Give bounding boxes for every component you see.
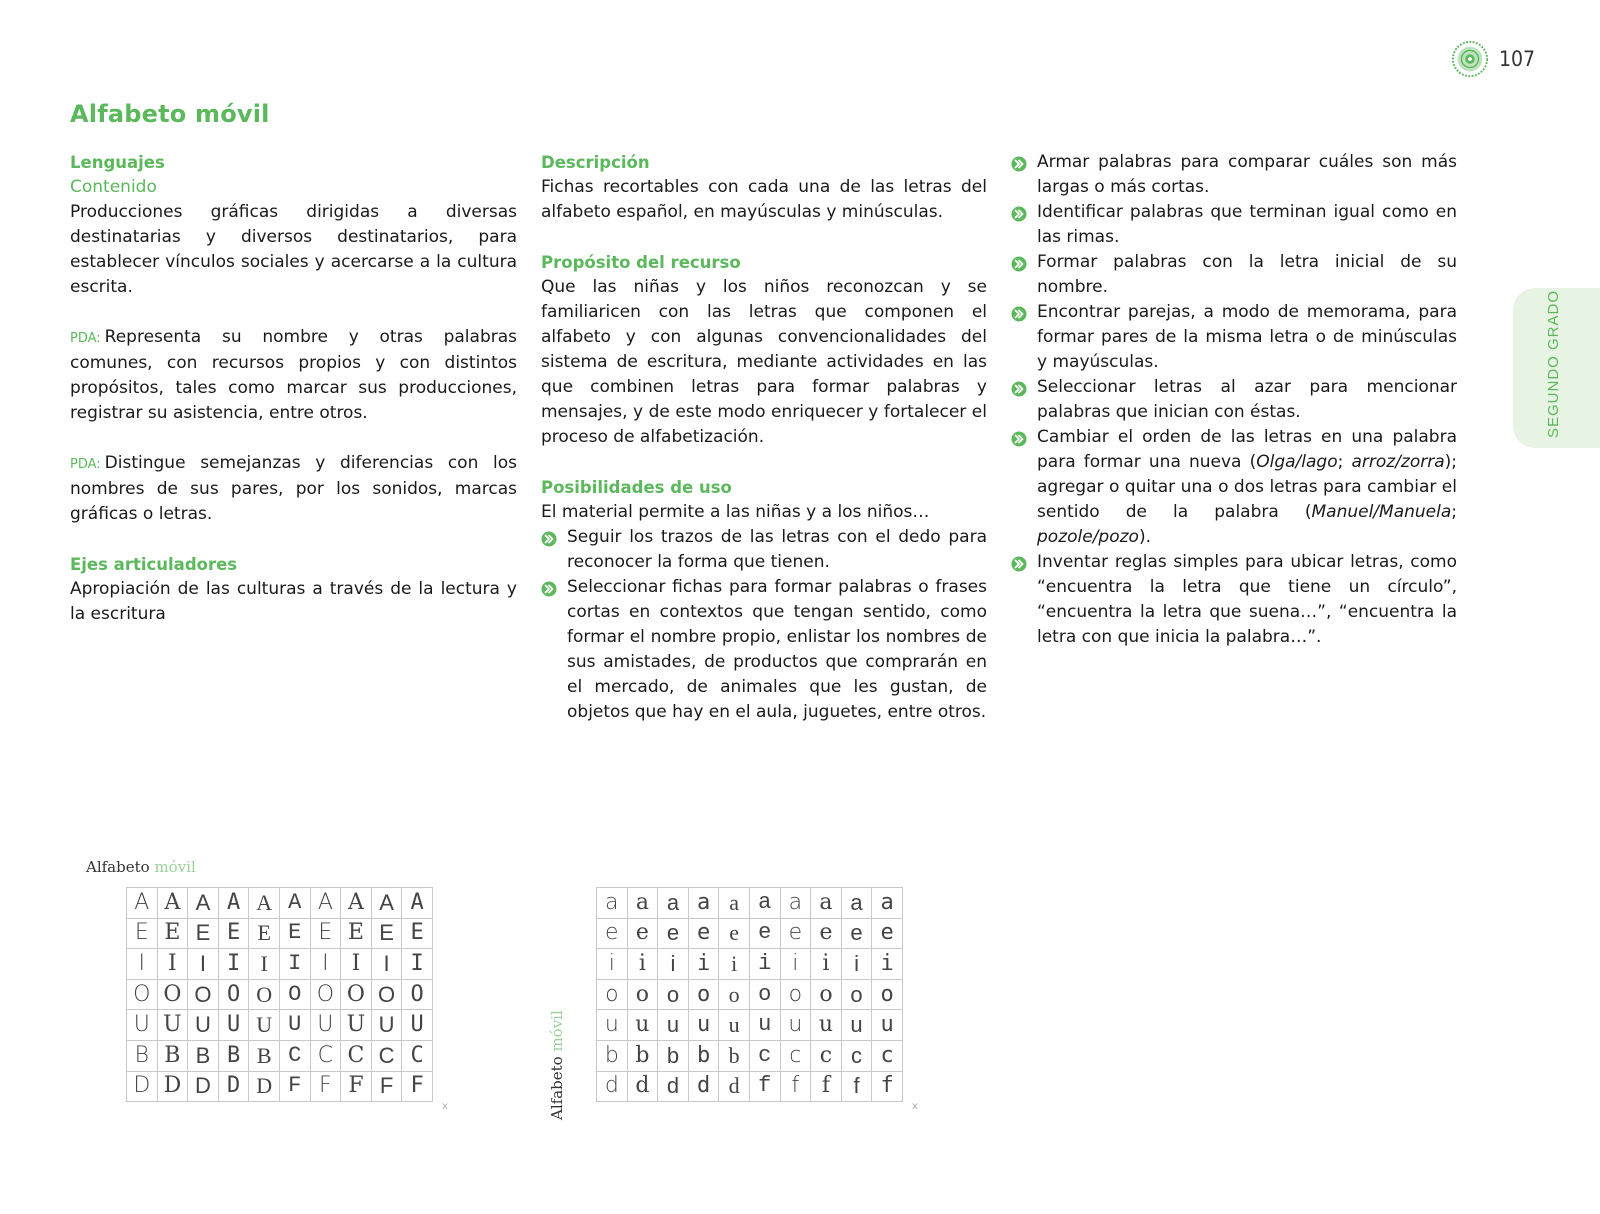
list-item [1011, 550, 1457, 650]
letter-card: E [249, 918, 280, 949]
letter-card: a [719, 888, 750, 919]
letter-card: u [872, 1010, 903, 1041]
letter-card: B [188, 1040, 219, 1071]
letter-card: d [658, 1071, 689, 1102]
letter-card: U [371, 1010, 402, 1041]
card-label-lower: Alfabeto móvil [548, 1010, 566, 1120]
letter-card: u [749, 1010, 780, 1041]
letter-card: C [279, 1040, 310, 1071]
letter-row [127, 888, 433, 919]
posibilidades-intro: El material permite a las niñas y a los niños… [541, 502, 930, 522]
letter-card: A [310, 888, 341, 919]
letter-card: e [780, 918, 811, 949]
letter-card: E [279, 918, 310, 949]
letter-card: a [780, 888, 811, 919]
pda-1 [70, 325, 517, 426]
letter-card: U [127, 1010, 158, 1041]
letter-card: u [597, 1010, 628, 1041]
letter-card: d [597, 1071, 628, 1102]
letter-card: i [872, 949, 903, 980]
proposito-text: Que las niñas y los niños reconozcan y se familiaricen con las letras que componen el alfabeto y con algunas convencionalidades del sistema de escritura, mediante actividades en las que combinen letras para formar palabras y mensajes, y de este modo enriquecer y fortalecer el proceso de alfabetización. [541, 277, 987, 447]
letter-card: c [872, 1040, 903, 1071]
list-item-text: Identificar palabras que terminan igual como en las rimas. [1037, 202, 1457, 247]
bullet-arrow-icon [1011, 256, 1027, 272]
list-item [1011, 425, 1457, 550]
letter-card: e [627, 918, 658, 949]
letter-card: u [811, 1010, 842, 1041]
letter-card: c [811, 1040, 842, 1071]
bullet-arrow-icon [1011, 206, 1027, 222]
descripcion-text: Fichas recortables con cada una de las letras del alfabeto español, en mayúsculas y minúsculas. [541, 177, 987, 222]
letter-card: I [157, 949, 188, 980]
letter-card: E [218, 918, 249, 949]
letter-card: c [749, 1040, 780, 1071]
list-item [1011, 250, 1457, 300]
sun-logo-icon [1451, 40, 1489, 78]
letter-row [597, 1010, 903, 1041]
letter-card: F [402, 1071, 433, 1102]
letter-card: u [719, 1010, 750, 1041]
letter-card: O [157, 979, 188, 1010]
ejes-heading: Ejes articuladores [70, 555, 238, 574]
letter-card: D [218, 1071, 249, 1102]
letter-card: o [719, 979, 750, 1010]
letter-card: B [249, 1040, 280, 1071]
letter-card: c [780, 1040, 811, 1071]
letter-card: b [688, 1040, 719, 1071]
letter-card: O [402, 979, 433, 1010]
letter-row [597, 918, 903, 949]
letter-card: C [310, 1040, 341, 1071]
letter-card: E [188, 918, 219, 949]
letter-row [127, 1010, 433, 1041]
letter-card: D [127, 1071, 158, 1102]
letter-card: I [218, 949, 249, 980]
cut-mark: x [442, 1101, 448, 1112]
letter-card: O [310, 979, 341, 1010]
letter-card: A [371, 888, 402, 919]
pda-2-text: Distingue semejanzas y diferencias con los nombres de sus pares, por los sonidos, marcas gráficas o letras. [70, 453, 517, 524]
letter-card: I [249, 949, 280, 980]
posibilidades-heading: Posibilidades de uso [541, 478, 732, 497]
letter-card: o [627, 979, 658, 1010]
descripcion-heading: Descripción [541, 153, 650, 172]
letter-card: U [188, 1010, 219, 1041]
letter-card: i [780, 949, 811, 980]
list-item [1011, 300, 1457, 375]
list-item [1011, 200, 1457, 250]
letter-card: a [749, 888, 780, 919]
list-item [1011, 375, 1457, 425]
letter-card: U [249, 1010, 280, 1041]
letter-card: i [841, 949, 872, 980]
column-2 [541, 150, 987, 725]
letter-card: U [341, 1010, 372, 1041]
letter-card: f [811, 1071, 842, 1102]
letter-card: A [218, 888, 249, 919]
letter-card: A [402, 888, 433, 919]
letter-card: a [688, 888, 719, 919]
letter-card: O [188, 979, 219, 1010]
letter-card: O [218, 979, 249, 1010]
letter-card: e [597, 918, 628, 949]
column-1 [70, 150, 517, 627]
letter-card: F [341, 1071, 372, 1102]
letter-card: i [597, 949, 628, 980]
list-item-text: Cambiar el orden de las letras en una palabra para formar una nueva (Olga/lago; arroz/zorra); agregar o quitar una o dos letras para cambiar el sentido de la palabra (Manuel/Manuela; pozole/pozo). [1037, 427, 1458, 547]
pda-2-label: PDA: [70, 457, 101, 472]
letter-card: E [371, 918, 402, 949]
letter-card: I [341, 949, 372, 980]
letter-card: a [811, 888, 842, 919]
list-item-text: Seleccionar fichas para formar palabras o frases cortas en contextos que tengan sentido, como formar el nombre propio, enlistar los nombres de sus amistades, de productos que comprarán en el mercado, de animales que les gustan, de objetos que hay en el aula, juguetes, entre otros. [567, 577, 987, 722]
letter-card: o [597, 979, 628, 1010]
letter-row [127, 949, 433, 980]
letter-card: i [749, 949, 780, 980]
bullet-arrow-icon [1011, 381, 1027, 397]
letter-card: E [157, 918, 188, 949]
usos-list [1011, 150, 1457, 650]
letter-card: e [688, 918, 719, 949]
bullet-arrow-icon [1011, 156, 1027, 172]
letter-card: A [157, 888, 188, 919]
letter-card: D [249, 1071, 280, 1102]
letter-card: U [402, 1010, 433, 1041]
letter-card: E [127, 918, 158, 949]
letter-card: b [597, 1040, 628, 1071]
letter-card: i [688, 949, 719, 980]
letter-card: e [749, 918, 780, 949]
letter-card: A [249, 888, 280, 919]
letter-card: C [371, 1040, 402, 1071]
letter-row [597, 949, 903, 980]
letter-card: c [841, 1040, 872, 1071]
letter-card: u [627, 1010, 658, 1041]
list-item [541, 575, 987, 725]
area-heading: Lenguajes [70, 153, 165, 172]
letter-card: b [627, 1040, 658, 1071]
letter-card: f [872, 1071, 903, 1102]
letter-card: O [127, 979, 158, 1010]
letter-card: C [341, 1040, 372, 1071]
letter-card: I [127, 949, 158, 980]
letter-card: u [688, 1010, 719, 1041]
letter-card: u [658, 1010, 689, 1041]
letter-card: I [371, 949, 402, 980]
letter-card: a [658, 888, 689, 919]
letter-card: f [749, 1071, 780, 1102]
contenido-heading: Contenido [70, 177, 157, 197]
letter-card: a [872, 888, 903, 919]
letter-card: i [627, 949, 658, 980]
letter-card: I [402, 949, 433, 980]
proposito-heading: Propósito del recurso [541, 253, 741, 272]
letter-card: e [872, 918, 903, 949]
letter-card: d [719, 1071, 750, 1102]
letter-card: e [658, 918, 689, 949]
bullet-arrow-icon [541, 581, 557, 597]
pda-1-text: Representa su nombre y otras palabras comunes, con recursos propios y con distintos propósitos, tales como marcar sus producciones, registrar su asistencia, entre otros. [70, 327, 517, 423]
letter-card: C [402, 1040, 433, 1071]
list-item [541, 525, 987, 575]
letter-card: d [627, 1071, 658, 1102]
bullet-arrow-icon [1011, 431, 1027, 447]
list-item-text: Seleccionar letras al azar para mencionar palabras que inician con éstas. [1037, 377, 1457, 422]
bullet-arrow-icon [541, 531, 557, 547]
page-number-area [1451, 40, 1535, 78]
list-item-text: Inventar reglas simples para ubicar letras, como “encuentra la letra que tiene un círculo”, “encuentra la letra que suena…”, “encuentra la letra con que inicia la palabra…”. [1037, 552, 1457, 647]
pda-2 [70, 451, 517, 527]
letter-card: O [341, 979, 372, 1010]
letter-card: e [841, 918, 872, 949]
letter-card: d [688, 1071, 719, 1102]
contenido-text: Producciones gráficas dirigidas a diversas destinatarias y diversos destinatarios, para establecer vínculos sociales y acercarse a la cultura escrita. [70, 202, 517, 297]
letter-card: u [841, 1010, 872, 1041]
letter-card: f [841, 1071, 872, 1102]
posibilidades-list [541, 525, 987, 725]
letter-row [127, 1071, 433, 1102]
letter-card: o [688, 979, 719, 1010]
letter-card: B [127, 1040, 158, 1071]
letter-card: F [310, 1071, 341, 1102]
list-item-text: Armar palabras para comparar cuáles son más largas o más cortas. [1037, 152, 1457, 197]
letter-card: E [310, 918, 341, 949]
letter-card: B [157, 1040, 188, 1071]
ejes-text: Apropiación de las culturas a través de la lectura y la escritura [70, 579, 517, 624]
letter-card: I [188, 949, 219, 980]
letter-card: a [627, 888, 658, 919]
letter-card: b [658, 1040, 689, 1071]
grade-side-tab [1513, 288, 1600, 448]
letter-card: o [780, 979, 811, 1010]
letter-card: E [402, 918, 433, 949]
grade-label: SEGUNDO GRADO [1545, 289, 1562, 438]
letter-card: D [188, 1071, 219, 1102]
letter-card: o [872, 979, 903, 1010]
lowercase-letter-grid [596, 887, 903, 1102]
letter-card: b [719, 1040, 750, 1071]
bullet-arrow-icon [1011, 306, 1027, 322]
letter-card: a [597, 888, 628, 919]
letter-card: o [841, 979, 872, 1010]
letter-card: f [780, 1071, 811, 1102]
letter-card: i [719, 949, 750, 980]
list-item-text: Seguir los trazos de las letras con el dedo para reconocer la forma que tienen. [567, 527, 987, 572]
letter-card: U [157, 1010, 188, 1041]
letter-card: I [279, 949, 310, 980]
letter-card: B [218, 1040, 249, 1071]
letter-card: e [811, 918, 842, 949]
letter-card: U [310, 1010, 341, 1041]
letter-card: A [127, 888, 158, 919]
pda-1-label: PDA: [70, 331, 101, 346]
letter-card: A [279, 888, 310, 919]
cut-mark: x [912, 1101, 918, 1112]
letter-card: F [279, 1071, 310, 1102]
letter-row [127, 1040, 433, 1071]
letter-row [597, 979, 903, 1010]
page-title: Alfabeto móvil [70, 100, 270, 128]
letter-card: A [341, 888, 372, 919]
letter-card: O [249, 979, 280, 1010]
letter-row [597, 1071, 903, 1102]
bullet-arrow-icon [1011, 556, 1027, 572]
letter-row [127, 918, 433, 949]
letter-row [597, 1040, 903, 1071]
letter-card: i [658, 949, 689, 980]
letter-card: o [658, 979, 689, 1010]
letter-card: i [811, 949, 842, 980]
letter-card: o [811, 979, 842, 1010]
uppercase-letter-grid [126, 887, 433, 1102]
page-number: 107 [1499, 47, 1536, 71]
letter-card: E [341, 918, 372, 949]
list-item [1011, 150, 1457, 200]
card-label-upper: Alfabeto móvil [86, 858, 196, 876]
column-3 [1011, 150, 1457, 650]
letter-card: I [310, 949, 341, 980]
letter-card: A [188, 888, 219, 919]
letter-card: o [749, 979, 780, 1010]
letter-card: u [780, 1010, 811, 1041]
letter-card: U [279, 1010, 310, 1041]
list-item-text: Formar palabras con la letra inicial de su nombre. [1037, 252, 1457, 297]
letter-card: O [371, 979, 402, 1010]
letter-card: e [719, 918, 750, 949]
letter-card: F [371, 1071, 402, 1102]
letter-card: U [218, 1010, 249, 1041]
letter-row [127, 979, 433, 1010]
letter-card: a [841, 888, 872, 919]
letter-row [597, 888, 903, 919]
letter-card: O [279, 979, 310, 1010]
letter-card: D [157, 1071, 188, 1102]
list-item-text: Encontrar parejas, a modo de memorama, para formar pares de la misma letra o de minúsculas y mayúsculas. [1037, 302, 1457, 372]
